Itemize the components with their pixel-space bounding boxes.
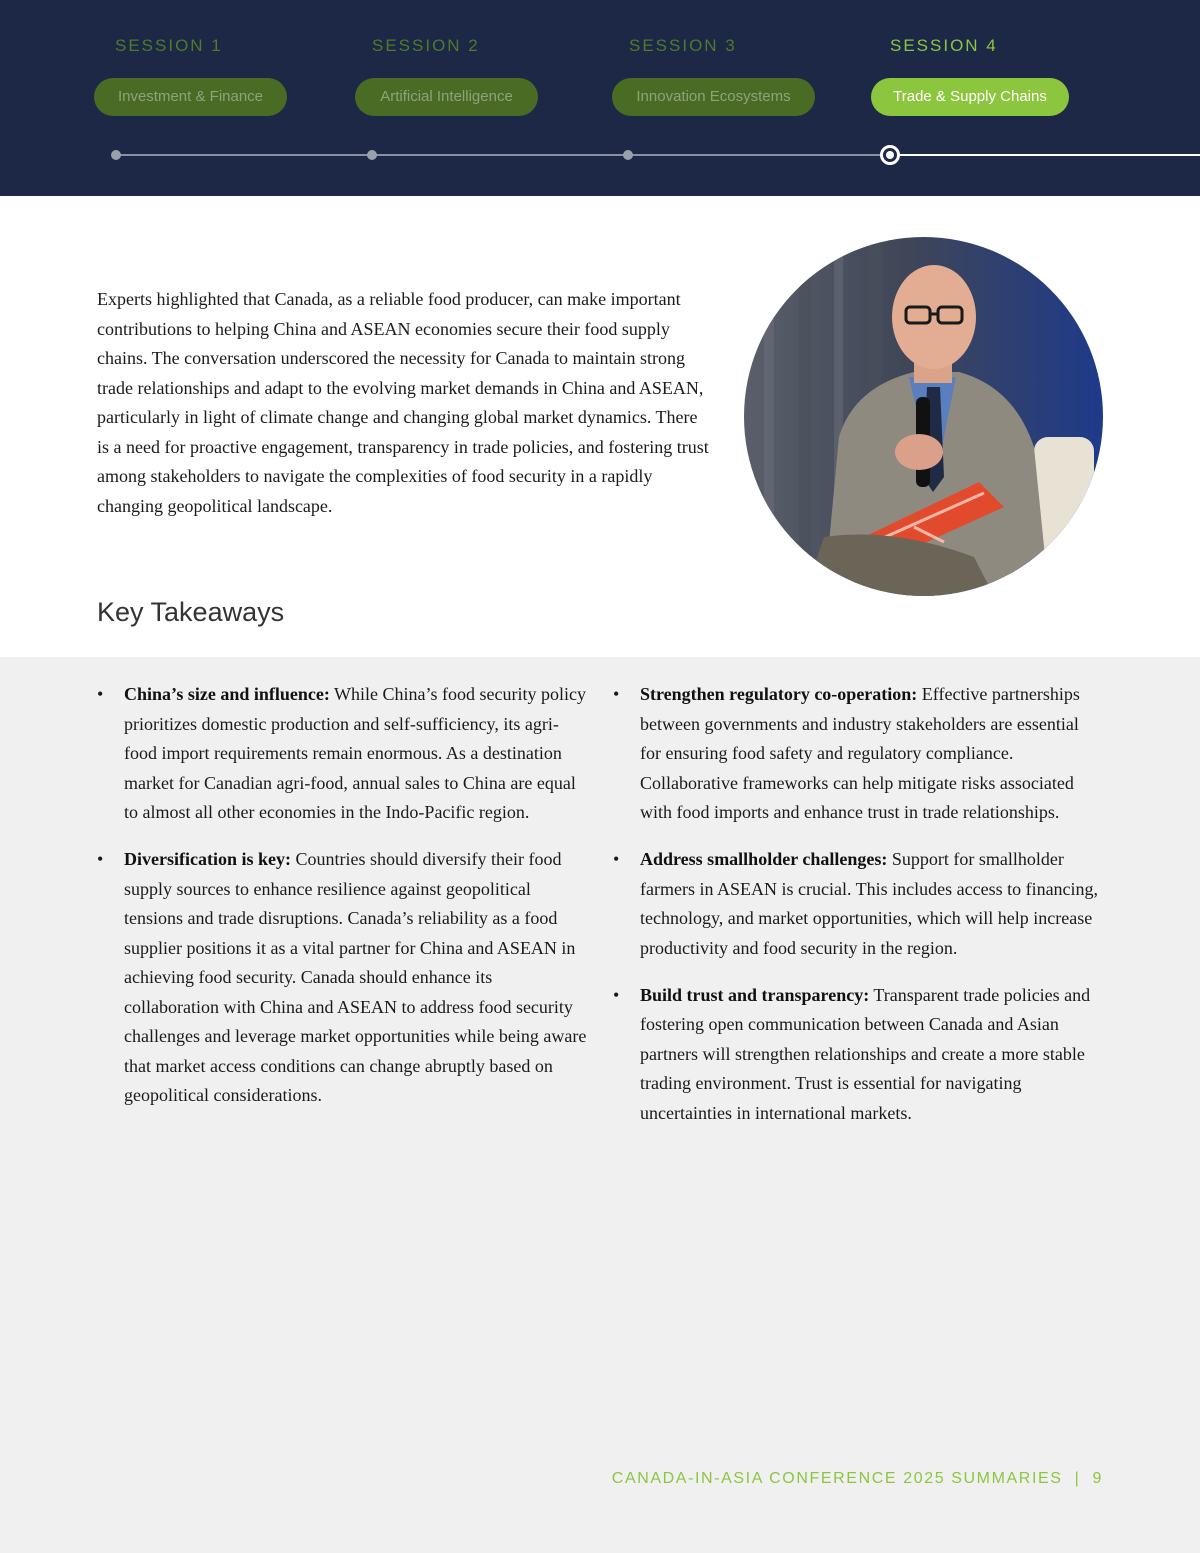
footer-separator: | [1074, 1470, 1081, 1487]
list-item [613, 981, 1103, 1129]
session-3-pill[interactable]: Innovation Ecosystems [612, 78, 815, 116]
key-takeaways-title: Key Takeaways [97, 597, 285, 627]
session-1-label: SESSION 1 [115, 36, 223, 55]
speaker-photo-illustration [744, 237, 1103, 596]
takeaway-text: While China’s food security policy prioritizes domestic production and self-sufficiency, its agri-food import requirements remain enormous. As a destination market for Canadian agri-food, annual sales to China are equal to almost all other economies in the Indo-Pacific region. [124, 684, 586, 822]
bullet-icon: • [97, 849, 104, 869]
timeline-dot-1[interactable] [111, 150, 121, 160]
list-item [613, 845, 1103, 963]
session-header [0, 0, 1200, 196]
speaker-photo [744, 237, 1103, 596]
timeline-dot-2[interactable] [367, 150, 377, 160]
session-1-pill[interactable]: Investment & Finance [94, 78, 287, 116]
takeaway-text: Support for smallholder farmers in ASEAN is crucial. This includes access to financing, technology, and market opportunities, which will help increase productivity and food security in the region. [640, 849, 1099, 958]
footer-title: CANADA-IN-ASIA CONFERENCE 2025 SUMMARIES [611, 1470, 1063, 1487]
takeaway-text: Transparent trade policies and fostering open communication between Canada and Asian partners will strengthen relationships and create a more stable trading environment. Trust is essential for navigating uncertainties in international markets. [640, 984, 1091, 1123]
timeline-dot-4-center [886, 151, 894, 159]
bullet-icon: • [613, 984, 620, 1005]
takeaway-lead: China’s size and influence: [124, 684, 330, 704]
timeline-dot-3[interactable] [623, 150, 633, 160]
session-2-pill[interactable]: Artificial Intelligence [355, 78, 538, 116]
session-4-label: SESSION 4 [890, 36, 998, 55]
page-number: 9 [1092, 1470, 1103, 1487]
session-3-label: SESSION 3 [629, 36, 737, 55]
takeaway-text: Effective partnerships between governments and industry stakeholders are essential for ensuring food safety and regulatory compliance. Collaborative frameworks can help mitigate risks associated with food imports and enhance trust in trade relationships. [640, 684, 1080, 822]
session-4-pill[interactable]: Trade & Supply Chains [871, 78, 1069, 116]
takeaways-right-column [613, 680, 1103, 1146]
takeaway-lead: Diversification is key: [124, 849, 291, 869]
takeaways-left-column [97, 680, 587, 1128]
list-item [97, 845, 587, 1111]
list-item [97, 680, 587, 828]
session-2-label: SESSION 2 [372, 36, 480, 55]
bullet-icon: • [613, 849, 620, 869]
takeaway-lead: Build trust and transparency: [640, 984, 870, 1005]
intro-paragraph: Experts highlighted that Canada, as a reliable food producer, can make important contributions to helping China and ASEAN economies secure their food supply chains. The conversation underscored the necessity for Canada to maintain strong trade relationships and adapt to the evolving market demands in China and ASEAN, particularly in light of climate change and changing global market dynamics. There is a need for proactive engagement, transparency in trade policies, and fostering trust among stakeholders to navigate the complexities of food security in a rapidly changing geopolitical landscape. [97, 289, 709, 516]
takeaway-lead: Strengthen regulatory co-operation: [640, 684, 918, 704]
bullet-icon: • [613, 684, 620, 704]
page-footer [612, 1470, 1103, 1488]
takeaway-text: Countries should diversify their food supply sources to enhance resilience against geopolitical tensions and trade disruptions. Canada’s reliability as a food supplier positions it as a vital partner for China and ASEAN in achieving food security. Canada should enhance its collaboration with China and ASEAN to address food security challenges and leverage market opportunities while being aware that market access conditions can change abruptly based on geopolitical considerations. [124, 849, 587, 1105]
takeaway-lead: Address smallholder challenges: [640, 849, 888, 869]
session-timeline [0, 140, 1200, 170]
bullet-icon: • [97, 684, 104, 704]
list-item [613, 680, 1103, 828]
